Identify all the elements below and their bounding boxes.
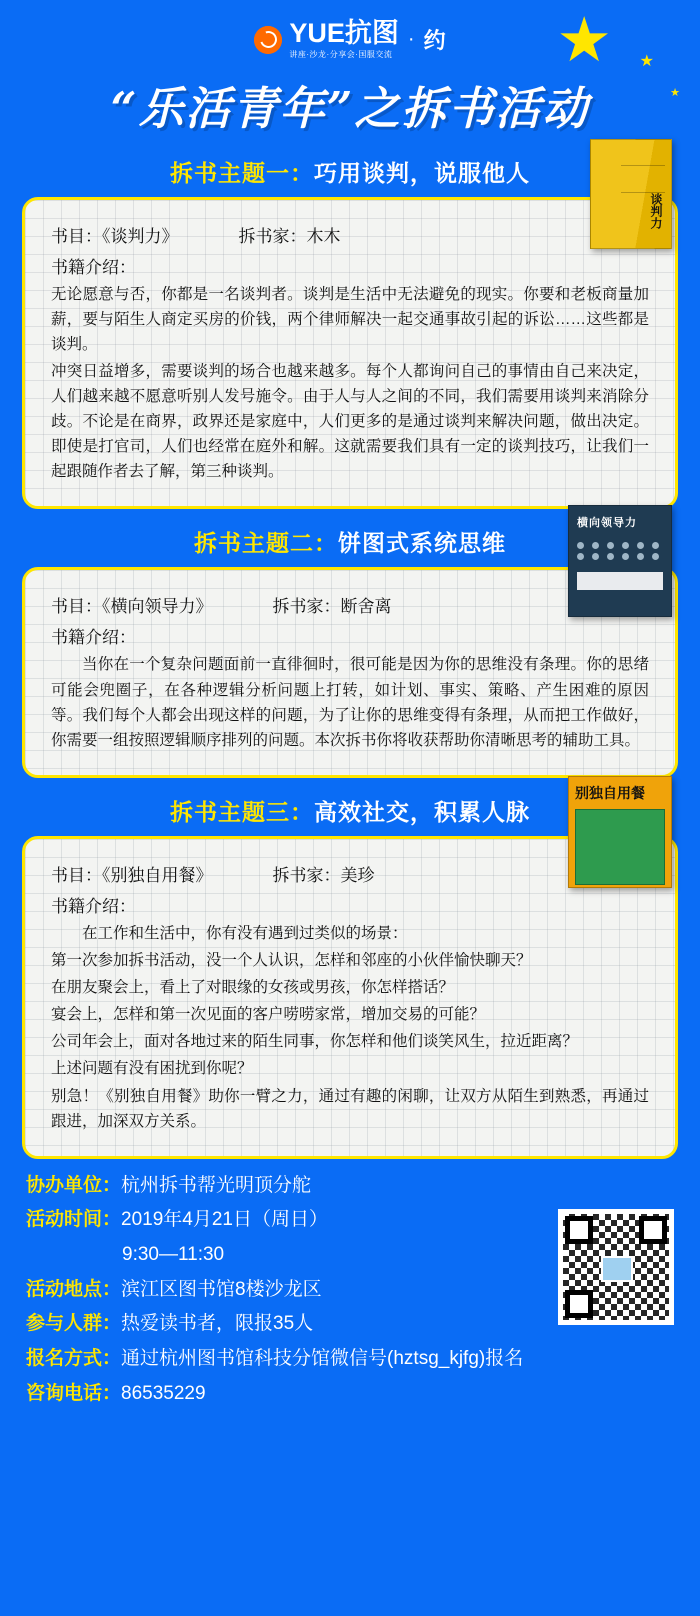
section-1-intro-label: 书籍介绍： xyxy=(51,257,136,277)
brand-tagline: 讲座·沙龙·分享会·国服交流 xyxy=(289,50,393,59)
brand-separator: · xyxy=(407,28,415,51)
section-3-book-field xyxy=(51,861,213,886)
star-icon: ★ xyxy=(556,6,612,75)
footer-row xyxy=(26,1346,674,1372)
section-2-book-value: 《横向领导力》 xyxy=(102,597,213,617)
section-1-paragraph: 无论愿意与否，你都是一名谈判者。谈判是生活中无法避免的现实。你要和老板商量加薪，要与陌生人商定买房的价钱，两个律师解决一起交通事故引起的诉讼……这些都是谈判。 xyxy=(51,285,649,353)
section-3-title-sep: ： xyxy=(290,798,314,825)
section-topic-1 xyxy=(22,145,678,510)
section-topic-2 xyxy=(22,515,678,777)
section-1-speaker-value: 木木 xyxy=(306,226,341,246)
footer-info xyxy=(26,1173,674,1433)
circle-swirl-icon xyxy=(254,26,282,54)
section-1-book-key: 书目： xyxy=(51,226,102,246)
section-1-title-text: 巧用谈判，说服他人 xyxy=(314,159,530,186)
section-3-paragraph: 公司年会上，面对各地过来的陌生同事，你怎样和他们谈笑风生，拉近距离？ xyxy=(51,1033,579,1051)
section-2-book-field xyxy=(51,592,213,617)
section-3-book-value: 《别独自用餐》 xyxy=(102,865,213,885)
book-cover-dark-icon xyxy=(568,505,672,617)
section-3-paragraph: 上述问题有没有困扰到你呢？ xyxy=(51,1060,253,1078)
section-1-title-prefix: 拆书主题一 xyxy=(170,159,290,186)
section-1-paragraph: 冲突日益增多，需要谈判的场合也越来越多。每个人都询问自己的事情由自己来决定，人们越来越不愿意听别人发号施令。由于人与人之间的不同，我们需要用谈判来消除分歧。不论是在商界，政界还是家庭中，人们更多的是通过谈判来解决问题，做出决定。即使是打官司，人们也经常在庭外和解。这就需要我们具有一定的谈判技巧，让我们一起跟随作者去了解，第三种谈判。 xyxy=(51,362,649,481)
book-2-label: 横向领导力 xyxy=(577,517,637,530)
section-1-card xyxy=(22,197,678,510)
star-small-icon: ★ xyxy=(639,53,654,70)
footer-row-key: 协办单位： xyxy=(26,1174,122,1196)
qr-code-icon[interactable] xyxy=(558,1209,674,1325)
footer-row-key: 参与人群： xyxy=(26,1313,122,1335)
section-3-speaker-key: 拆书家： xyxy=(272,865,341,885)
section-3-speaker-field xyxy=(273,861,375,886)
section-topic-3 xyxy=(22,784,678,1159)
footer-row-value: 杭州拆书帮光明顶分舵 xyxy=(121,1174,312,1196)
section-1-book-field xyxy=(51,222,179,247)
footer-row-key: 活动时间： xyxy=(26,1209,122,1231)
book-1-label: 谈判力 xyxy=(649,192,663,229)
section-2-book-key: 书目： xyxy=(51,597,102,617)
footer-row-value: 2019年4月21日（周日） xyxy=(121,1209,328,1231)
section-2-intro-label: 书籍介绍： xyxy=(51,628,136,648)
book-3-label: 别独自用餐 xyxy=(575,784,645,801)
star-tiny-icon: ★ xyxy=(670,87,680,99)
section-3-book-key: 书目： xyxy=(51,865,102,885)
section-3-paragraph: 在朋友聚会上，看上了对眼缘的女孩或男孩，你怎样搭话？ xyxy=(51,979,455,997)
section-2-title-prefix: 拆书主题二 xyxy=(194,530,314,557)
section-2-title-sep: ： xyxy=(314,530,338,557)
section-1-title xyxy=(22,145,678,197)
footer-row-value: 86535229 xyxy=(121,1382,206,1404)
section-3-paragraph: 宴会上，怎样和第一次见面的客户唠唠家常，增加交易的可能？ xyxy=(51,1006,486,1024)
section-2-speaker-field xyxy=(273,592,392,617)
brand-suffix: 约 xyxy=(423,28,446,54)
section-2-speaker-value: 断舍离 xyxy=(340,597,392,617)
book-cover-orange-icon xyxy=(568,776,672,888)
section-3-paragraph: 第一次参加拆书活动，没一个人认识，怎样和邻座的小伙伴愉快聊天？ xyxy=(51,952,532,970)
footer-row xyxy=(26,1173,674,1199)
footer-row-key: 报名方式： xyxy=(26,1347,122,1369)
section-2-paragraph: 当你在一个复杂问题面前一直徘徊时，很可能是因为你的思维没有条理。你的思绪可能会兜圈子，在各种逻辑分析问题上打转，如计划、事实、策略、产生困难的原因等。我们每个人都会出现这样的问题，为了让你的思维变得有条理，从而把工作做好，你需要一组按照逻辑顺序排列的问题。本次拆书你将收获帮助你清晰思考的辅助工具。 xyxy=(51,656,649,749)
section-2-speaker-key: 拆书家： xyxy=(272,597,341,617)
section-2-title-text: 饼图式系统思维 xyxy=(338,530,506,557)
footer-row-key: 咨询电话： xyxy=(26,1382,122,1404)
footer-row-value: 热爱读书者，限报35人 xyxy=(121,1313,314,1335)
section-1-title-sep: ： xyxy=(290,159,314,186)
footer-row xyxy=(26,1381,674,1407)
section-1-speaker-field xyxy=(239,222,341,247)
section-3-title-prefix: 拆书主题三 xyxy=(170,798,290,825)
book-cover-yellow-icon xyxy=(590,139,672,249)
footer-row-value: 滨江区图书馆8楼沙龙区 xyxy=(121,1278,322,1300)
section-3-paragraph: 在工作和生活中，你有没有遇到过类似的场景： xyxy=(82,924,408,942)
footer-row-value: 9:30—11:30 xyxy=(122,1244,225,1266)
brand-name: YUE抗图 xyxy=(289,18,399,48)
section-1-book-value: 《谈判力》 xyxy=(102,226,179,246)
footer-row-key: 活动地点： xyxy=(26,1278,122,1300)
section-3-title-text: 高效社交，积累人脉 xyxy=(314,798,530,825)
footer-row-value: 通过杭州图书馆科技分馆微信号(hztsg_kjfg)报名 xyxy=(121,1347,524,1369)
section-1-speaker-key: 拆书家： xyxy=(238,226,307,246)
page-title: “乐活青年”之拆书活动 xyxy=(110,81,590,135)
section-3-paragraph: 别急！《别独自用餐》助你一臂之力，通过有趣的闲聊，让双方从陌生到熟悉，再通过跟进，加深双方关系。 xyxy=(51,1087,649,1130)
section-3-intro-label: 书籍介绍： xyxy=(51,896,136,916)
section-3-speaker-value: 美珍 xyxy=(340,865,375,885)
